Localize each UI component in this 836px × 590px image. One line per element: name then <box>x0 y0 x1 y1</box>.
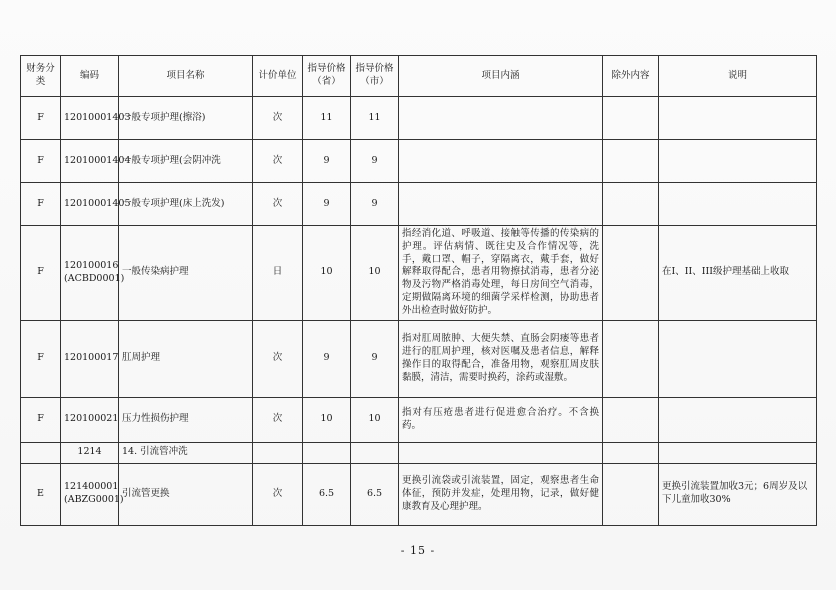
table-row <box>21 183 817 226</box>
header-unit: 计价单位 <box>253 56 303 97</box>
header-price-city: 指导价格（市） <box>351 56 399 97</box>
cell-price-city: 9 <box>351 183 399 226</box>
header-code: 编码 <box>61 56 119 97</box>
cell-price-province: 11 <box>303 97 351 140</box>
cell-code: 12010001403 <box>61 97 119 140</box>
cell-category: F <box>21 320 61 397</box>
cell-item-name: 一般专项护理(擦浴) <box>119 97 253 140</box>
cell-item-name: 一般专项护理(床上洗发) <box>119 183 253 226</box>
cell-content <box>399 97 603 140</box>
cell-unit: 次 <box>253 97 303 140</box>
cell-item-name: 一般专项护理(会阴冲洗 <box>119 140 253 183</box>
cell-exclusions <box>603 183 659 226</box>
cell-code: 1214 <box>61 442 119 463</box>
table-row <box>21 140 817 183</box>
cell-exclusions <box>603 442 659 463</box>
cell-item-name: 一般传染病护理 <box>119 226 253 321</box>
cell-content: 指对有压疮患者进行促进愈合治疗。不含换药。 <box>399 397 603 442</box>
cell-price-city: 10 <box>351 226 399 321</box>
cell-content <box>399 442 603 463</box>
cell-notes <box>659 140 817 183</box>
cell-exclusions <box>603 97 659 140</box>
cell-code: 120100021 <box>61 397 119 442</box>
cell-price-province: 9 <box>303 140 351 183</box>
table-row <box>21 463 817 525</box>
cell-exclusions <box>603 463 659 525</box>
cell-notes <box>659 397 817 442</box>
cell-price-city: 9 <box>351 140 399 183</box>
header-content: 项目内涵 <box>399 56 603 97</box>
table-row <box>21 226 817 321</box>
cell-code: 120100017 <box>61 320 119 397</box>
cell-item-name: 引流管更换 <box>119 463 253 525</box>
cell-price-province: 6.5 <box>303 463 351 525</box>
cell-price-province: 9 <box>303 183 351 226</box>
cell-exclusions <box>603 140 659 183</box>
cell-notes <box>659 97 817 140</box>
cell-notes: 更换引流装置加收3元；6周岁及以下儿童加收30% <box>659 463 817 525</box>
cell-code: 12010001404 <box>61 140 119 183</box>
cell-item-name: 肛周护理 <box>119 320 253 397</box>
cell-category: E <box>21 463 61 525</box>
cell-price-province: 9 <box>303 320 351 397</box>
cell-unit: 次 <box>253 397 303 442</box>
header-item-name: 项目名称 <box>119 56 253 97</box>
cell-category: F <box>21 226 61 321</box>
cell-code: 120100016 (ACBD0001) <box>61 226 119 321</box>
cell-content: 更换引流袋或引流装置，固定，观察患者生命体征，预防并发症，处理用物，记录，做好健康教育及心理护理。 <box>399 463 603 525</box>
cell-price-city: 10 <box>351 397 399 442</box>
cell-price-city: 11 <box>351 97 399 140</box>
cell-category: F <box>21 183 61 226</box>
cell-price-city <box>351 442 399 463</box>
cell-unit: 次 <box>253 463 303 525</box>
page-number: - 15 - <box>400 544 436 557</box>
header-notes: 说明 <box>659 56 817 97</box>
cell-content <box>399 140 603 183</box>
table-header-row <box>21 56 817 97</box>
cell-notes <box>659 183 817 226</box>
cell-category: F <box>21 97 61 140</box>
section-row <box>21 442 817 463</box>
price-table <box>20 55 817 526</box>
table-row <box>21 97 817 140</box>
cell-category <box>21 442 61 463</box>
cell-code: 121400001 (ABZG0001) <box>61 463 119 525</box>
cell-exclusions <box>603 320 659 397</box>
cell-content: 指对肛周脓肿、大便失禁、直肠会阴瘘等患者进行的肛周护理，核对医嘱及患者信息，解释操作目的取得配合，准备用物，观察肛周皮肤黏膜，清洁，需要时换药，涂药或湿敷。 <box>399 320 603 397</box>
cell-exclusions <box>603 397 659 442</box>
header-price-province: 指导价格（省） <box>303 56 351 97</box>
cell-notes: 在I、II、III级护理基础上收取 <box>659 226 817 321</box>
cell-notes <box>659 442 817 463</box>
cell-price-province: 10 <box>303 226 351 321</box>
cell-category: F <box>21 140 61 183</box>
cell-price-province <box>303 442 351 463</box>
cell-unit: 次 <box>253 183 303 226</box>
header-exclusions: 除外内容 <box>603 56 659 97</box>
cell-price-city: 9 <box>351 320 399 397</box>
cell-item-name: 压力性损伤护理 <box>119 397 253 442</box>
cell-category: F <box>21 397 61 442</box>
table-row <box>21 397 817 442</box>
cell-unit: 次 <box>253 320 303 397</box>
cell-price-province: 10 <box>303 397 351 442</box>
cell-item-name: 14. 引流管冲洗 <box>119 442 253 463</box>
cell-unit: 日 <box>253 226 303 321</box>
cell-price-city: 6.5 <box>351 463 399 525</box>
header-category: 财务分类 <box>21 56 61 97</box>
cell-code: 12010001405 <box>61 183 119 226</box>
cell-content <box>399 183 603 226</box>
cell-notes <box>659 320 817 397</box>
cell-unit <box>253 442 303 463</box>
cell-exclusions <box>603 226 659 321</box>
cell-content: 指经消化道、呼吸道、接触等传播的传染病的护理。评估病情、既往史及合作情况等，洗手，戴口罩、帽子，穿隔离衣，戴手套，做好解释取得配合，患者用物擦拭消毒，患者分泌物及污物严格消毒处理，每日房间空气消毒，定期做隔离环境的细菌学采样检测，协助患者外出检查时做好防护。 <box>399 226 603 321</box>
table-row <box>21 320 817 397</box>
cell-unit: 次 <box>253 140 303 183</box>
